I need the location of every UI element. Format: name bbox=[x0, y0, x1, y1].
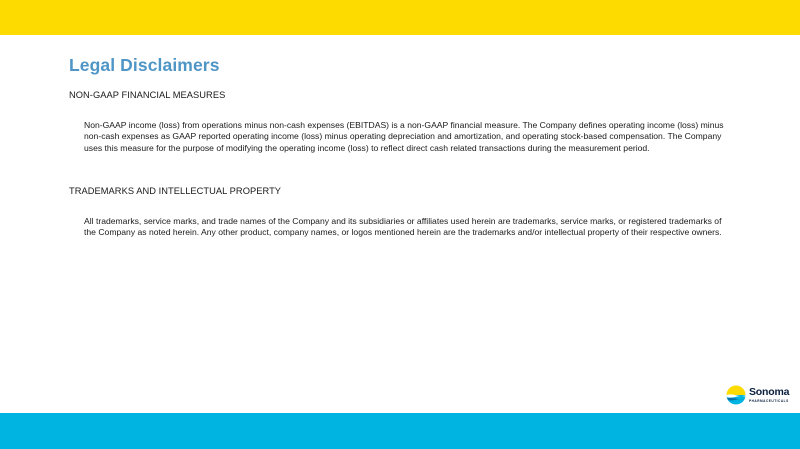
section-body-trademarks: All trademarks, service marks, and trade names of the Company and its subsidiaries or affiliates used herein are trademarks, service marks, or registered trademarks of the Company as noted herein. Any other product, company names, or logos mentioned herein are the trademarks and/or intellectual property of their respective owners. bbox=[84, 216, 722, 238]
sonoma-logo bbox=[726, 385, 796, 409]
section-heading-non-gaap: NON-GAAP FINANCIAL MEASURES bbox=[69, 90, 226, 100]
bottom-blue-band bbox=[0, 413, 800, 449]
section-body-non-gaap: Non-GAAP income (loss) from operations minus non-cash expenses (EBITDAS) is a non-GAAP financial measure. The Company defines operating income (loss) minus non-cash expenses as GAAP reported operating income (loss) minus operating depreciation and amortization, and operating stock-based compensation. The Company uses this measure for the purpose of modifying the operating income (loss) to reflect direct cash related transactions during the measurement period. bbox=[84, 120, 724, 153]
top-yellow-band bbox=[0, 0, 800, 35]
section-heading-trademarks: TRADEMARKS AND INTELLECTUAL PROPERTY bbox=[69, 186, 282, 196]
logo-wordmark: Sonoma bbox=[749, 386, 790, 398]
logo-subtitle: PHARMACEUTICALS bbox=[749, 399, 789, 403]
sonoma-sun-wave-icon bbox=[726, 385, 746, 405]
page-title: Legal Disclaimers bbox=[69, 55, 220, 75]
